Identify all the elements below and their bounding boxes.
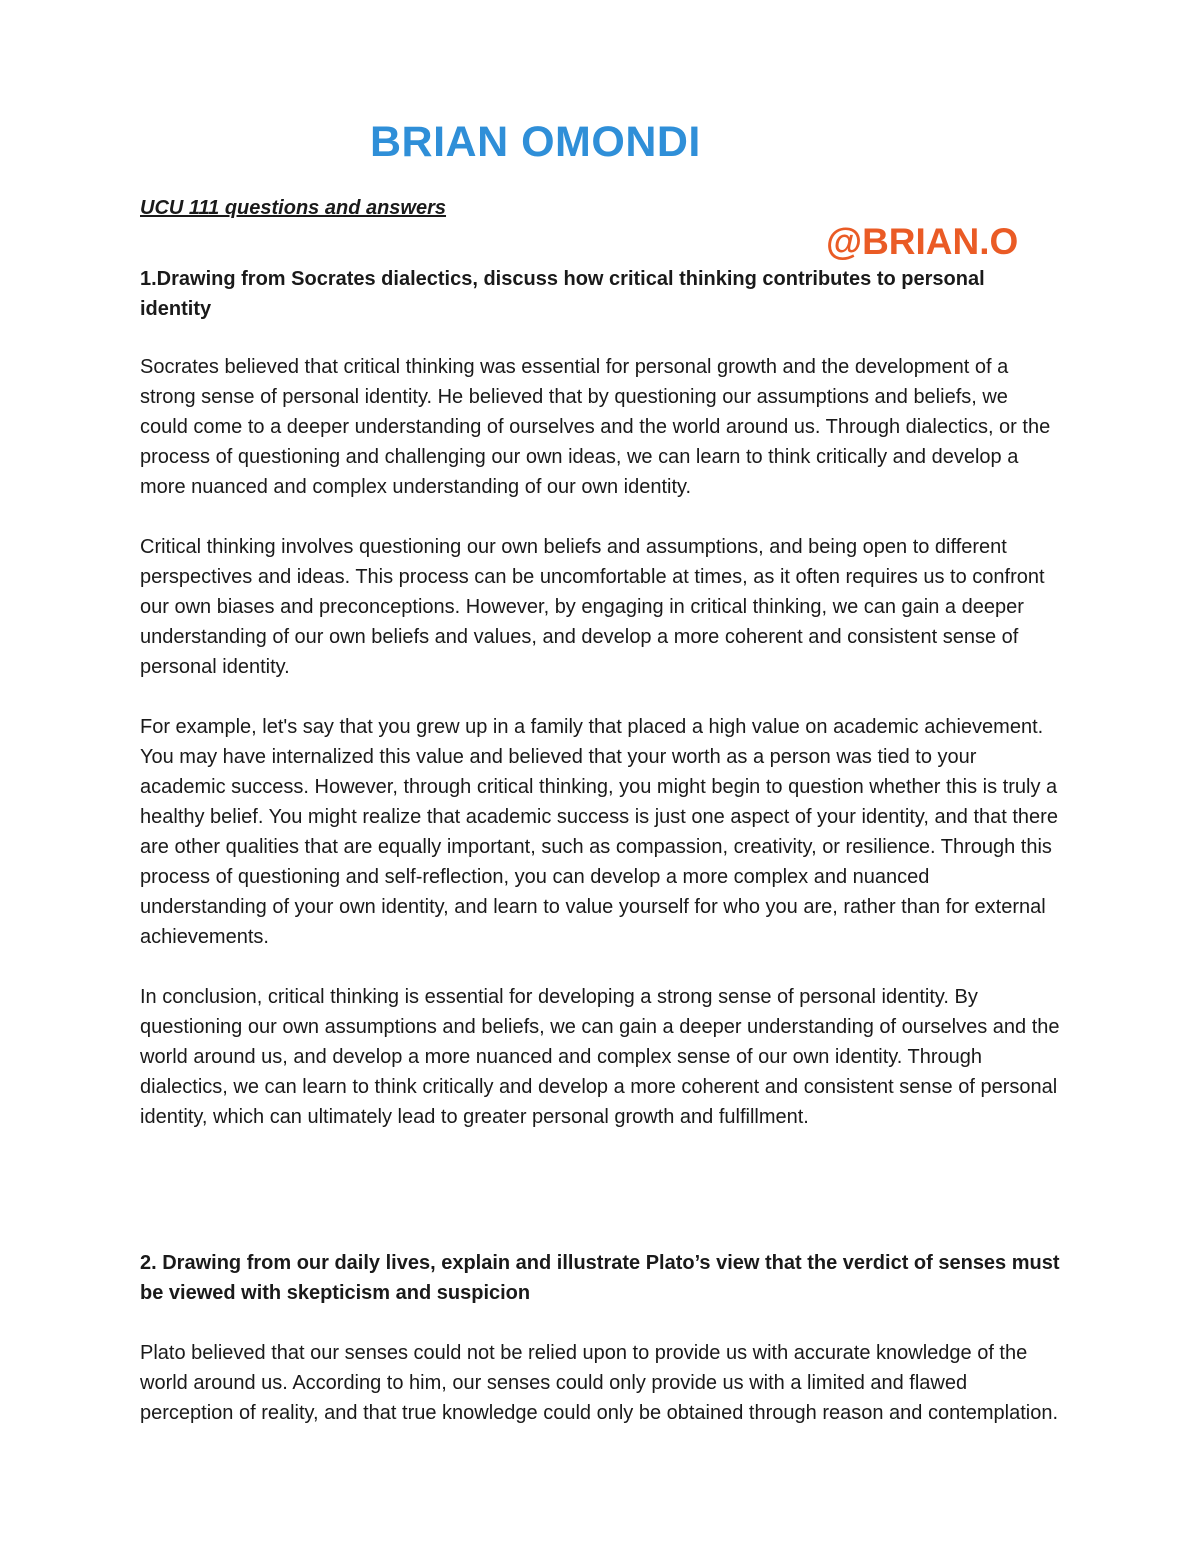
document-subtitle: UCU 111 questions and answers bbox=[140, 197, 447, 219]
answer-1-paragraph-4: In conclusion, critical thinking is essential for developing a strong sense of personal identity. By questioning our own assumptions and beliefs, we can gain a deeper understanding of ourselves and the world around us, and develop a more nuanced and complex sense of our own identity. Through dialectics, we can learn to think critically and develop a more coherent and consistent sense of personal identity, which can ultimately lead to greater personal growth and fulfillment. bbox=[140, 986, 1060, 1128]
answer-2-paragraph-1: Plato believed that our senses could not be relied upon to provide us with accurate knowledge of the world around us. According to him, our senses could only provide us with a limited and flawed perception of reality, and that true knowledge could only be obtained through reason and contemplation. bbox=[140, 1342, 1059, 1424]
answer-1-paragraph-1: Socrates believed that critical thinking was essential for personal growth and the development of a strong sense of personal identity. He believed that by questioning our assumptions and beliefs, we could come to a deeper understanding of ourselves and the world around us. Through dialectics, or the process of questioning and challenging our own ideas, we can learn to think critically and develop a more nuanced and complex understanding of our own identity. bbox=[140, 356, 1051, 498]
answer-1-paragraph-2: Critical thinking involves questioning our own beliefs and assumptions, and being open to different perspectives and ideas. This process can be uncomfortable at times, as it often requires us to confront our own biases and preconceptions. However, by engaging in critical thinking, we can gain a deeper understanding of our own beliefs and values, and develop a more coherent and consistent sense of personal identity. bbox=[140, 536, 1045, 678]
author-name-heading: BRIAN OMONDI bbox=[370, 118, 701, 166]
question-1-heading: 1.Drawing from Socrates dialectics, discuss how critical thinking contributes to personal identity bbox=[140, 268, 985, 320]
question-2-heading: 2. Drawing from our daily lives, explain and illustrate Plato’s view that the verdict of senses must be viewed with skepticism and suspicion bbox=[140, 1252, 1060, 1304]
answer-1-paragraph-3: For example, let's say that you grew up in a family that placed a high value on academic achievement. You may have internalized this value and believed that your worth as a person was tied to your academic success. However, through critical thinking, you might begin to question whether this is truly a healthy belief. You might realize that academic success is just one aspect of your identity, and that there are other qualities that are equally important, such as compassion, creativity, or resilience. Through this process of questioning and self-reflection, you can develop a more complex and nuanced understanding of your own identity, and learn to value yourself for who you are, rather than for external achievements. bbox=[140, 716, 1058, 948]
author-handle: @BRIAN.O bbox=[826, 221, 1019, 262]
